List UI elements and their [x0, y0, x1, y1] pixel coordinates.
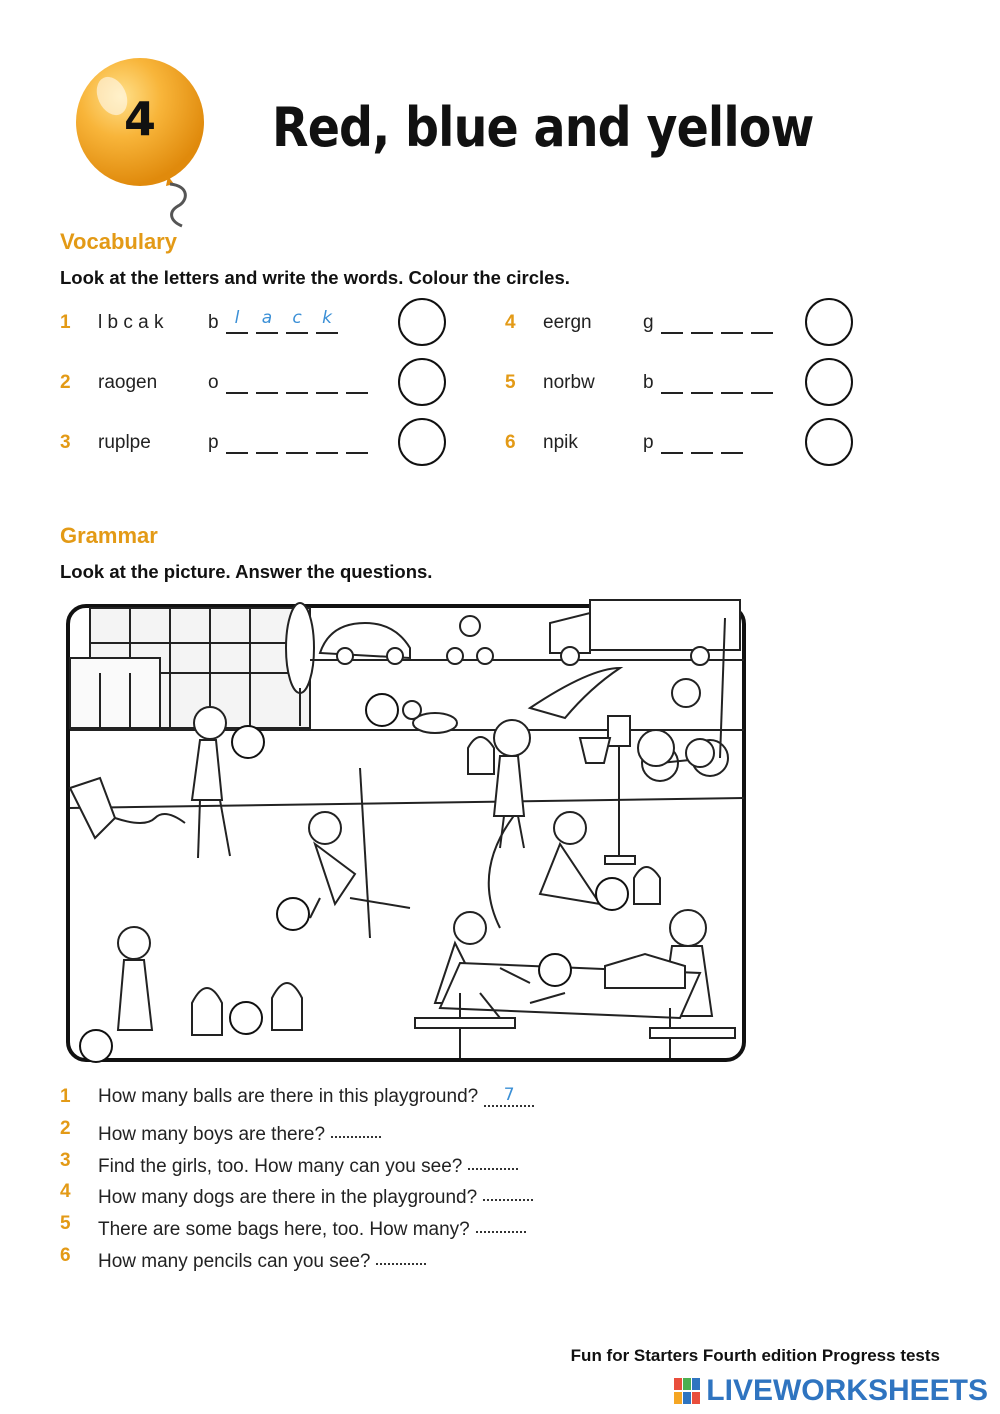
colour-circle[interactable] [805, 358, 853, 406]
question-text: There are some bags here, too. How many? [98, 1219, 470, 1241]
question-row [60, 1213, 760, 1243]
colour-circle[interactable] [398, 298, 446, 346]
scrambled-letters: npik [543, 432, 578, 453]
item-number: 6 [505, 432, 516, 453]
question-number: 5 [60, 1213, 71, 1235]
grammar-instruction: Look at the picture. Answer the questions. [60, 561, 433, 582]
letter-blank[interactable] [721, 368, 743, 394]
letter-blank[interactable] [226, 368, 248, 394]
question-number: 3 [60, 1149, 71, 1171]
scrambled-letters: ruplpe [98, 432, 151, 453]
letter-blank[interactable] [256, 428, 278, 454]
playground-picture [60, 598, 752, 1068]
liveworksheets-logo-icon [674, 1378, 700, 1404]
brand-logo [674, 1374, 988, 1408]
scrambled-letters: raogen [98, 372, 158, 393]
vocabulary-item [60, 420, 460, 470]
answer-field[interactable]: 7 [484, 1087, 534, 1107]
letter-blank[interactable] [286, 368, 308, 394]
unit-number: 4 [123, 92, 156, 146]
letter-blank[interactable] [661, 308, 683, 334]
grammar-heading: Grammar [60, 523, 158, 548]
letter-blank[interactable] [226, 428, 248, 454]
answer-field[interactable] [476, 1213, 526, 1233]
brand-name: LIVEWORKSHEETS [706, 1374, 988, 1407]
letter-blank[interactable]: l [226, 308, 248, 334]
item-number: 1 [60, 312, 71, 333]
item-number: 2 [60, 372, 71, 393]
item-number: 4 [505, 312, 516, 333]
letter-blank[interactable] [751, 368, 773, 394]
question-text: How many pencils can you see? [98, 1251, 371, 1272]
scrambled-letters: eergn [543, 312, 592, 333]
vocabulary-item [505, 420, 905, 470]
answer-field[interactable] [483, 1181, 533, 1201]
page-title: Red, blue and yellow [272, 96, 814, 159]
question-row [60, 1086, 760, 1116]
question-text: How many balls are there in this playground? [98, 1086, 479, 1107]
letter-blank[interactable] [316, 368, 338, 394]
first-letter: b [643, 372, 654, 393]
letter-blank[interactable] [316, 428, 338, 454]
item-number: 3 [60, 432, 71, 453]
first-letter: b [208, 312, 219, 333]
vocabulary-item [60, 300, 460, 350]
first-letter: p [643, 432, 654, 453]
answer-field[interactable] [468, 1150, 518, 1170]
answer-field[interactable] [331, 1118, 381, 1138]
colour-circle[interactable] [398, 418, 446, 466]
first-letter: g [643, 312, 654, 333]
letter-blank[interactable] [691, 308, 713, 334]
vocabulary-instruction: Look at the letters and write the words. Colour the circles. [60, 267, 570, 288]
question-row [60, 1245, 760, 1275]
scrambled-letters: l b c a k [98, 312, 164, 333]
letter-blank[interactable] [346, 368, 368, 394]
letter-blank[interactable] [256, 368, 278, 394]
letter-blank[interactable]: c [286, 308, 308, 334]
question-number: 4 [60, 1181, 71, 1203]
first-letter: o [208, 372, 219, 393]
colour-circle[interactable] [805, 298, 853, 346]
letter-blank[interactable]: a [256, 308, 278, 334]
footer-text: Fun for Starters Fourth edition Progress tests [570, 1346, 940, 1365]
scrambled-letters: norbw [543, 372, 595, 393]
letter-blank[interactable]: k [316, 308, 338, 334]
vocabulary-item [505, 300, 905, 350]
question-number: 2 [60, 1117, 71, 1139]
letter-blank[interactable] [721, 308, 743, 334]
vocabulary-item [60, 360, 460, 410]
letter-blank[interactable] [751, 308, 773, 334]
item-number: 5 [505, 372, 516, 393]
question-row [60, 1150, 760, 1180]
colour-circle[interactable] [805, 418, 853, 466]
letter-blank[interactable] [661, 428, 683, 454]
letter-blank[interactable] [721, 428, 743, 454]
question-number: 6 [60, 1245, 71, 1266]
first-letter: p [208, 432, 219, 453]
letter-blank[interactable] [691, 368, 713, 394]
question-row [60, 1118, 760, 1148]
letter-blank[interactable] [346, 428, 368, 454]
letter-blank[interactable] [691, 428, 713, 454]
question-text: Find the girls, too. How many can you see? [98, 1155, 463, 1177]
question-row [60, 1181, 760, 1211]
vocabulary-item [505, 360, 905, 410]
letter-blank[interactable] [661, 368, 683, 394]
vocabulary-heading: Vocabulary [60, 229, 177, 254]
answer-field[interactable] [376, 1245, 426, 1265]
letter-blank[interactable] [286, 428, 308, 454]
question-number: 1 [60, 1086, 71, 1107]
question-text: How many boys are there? [98, 1123, 326, 1145]
colour-circle[interactable] [398, 358, 446, 406]
question-text: How many dogs are there in the playground? [98, 1187, 478, 1209]
